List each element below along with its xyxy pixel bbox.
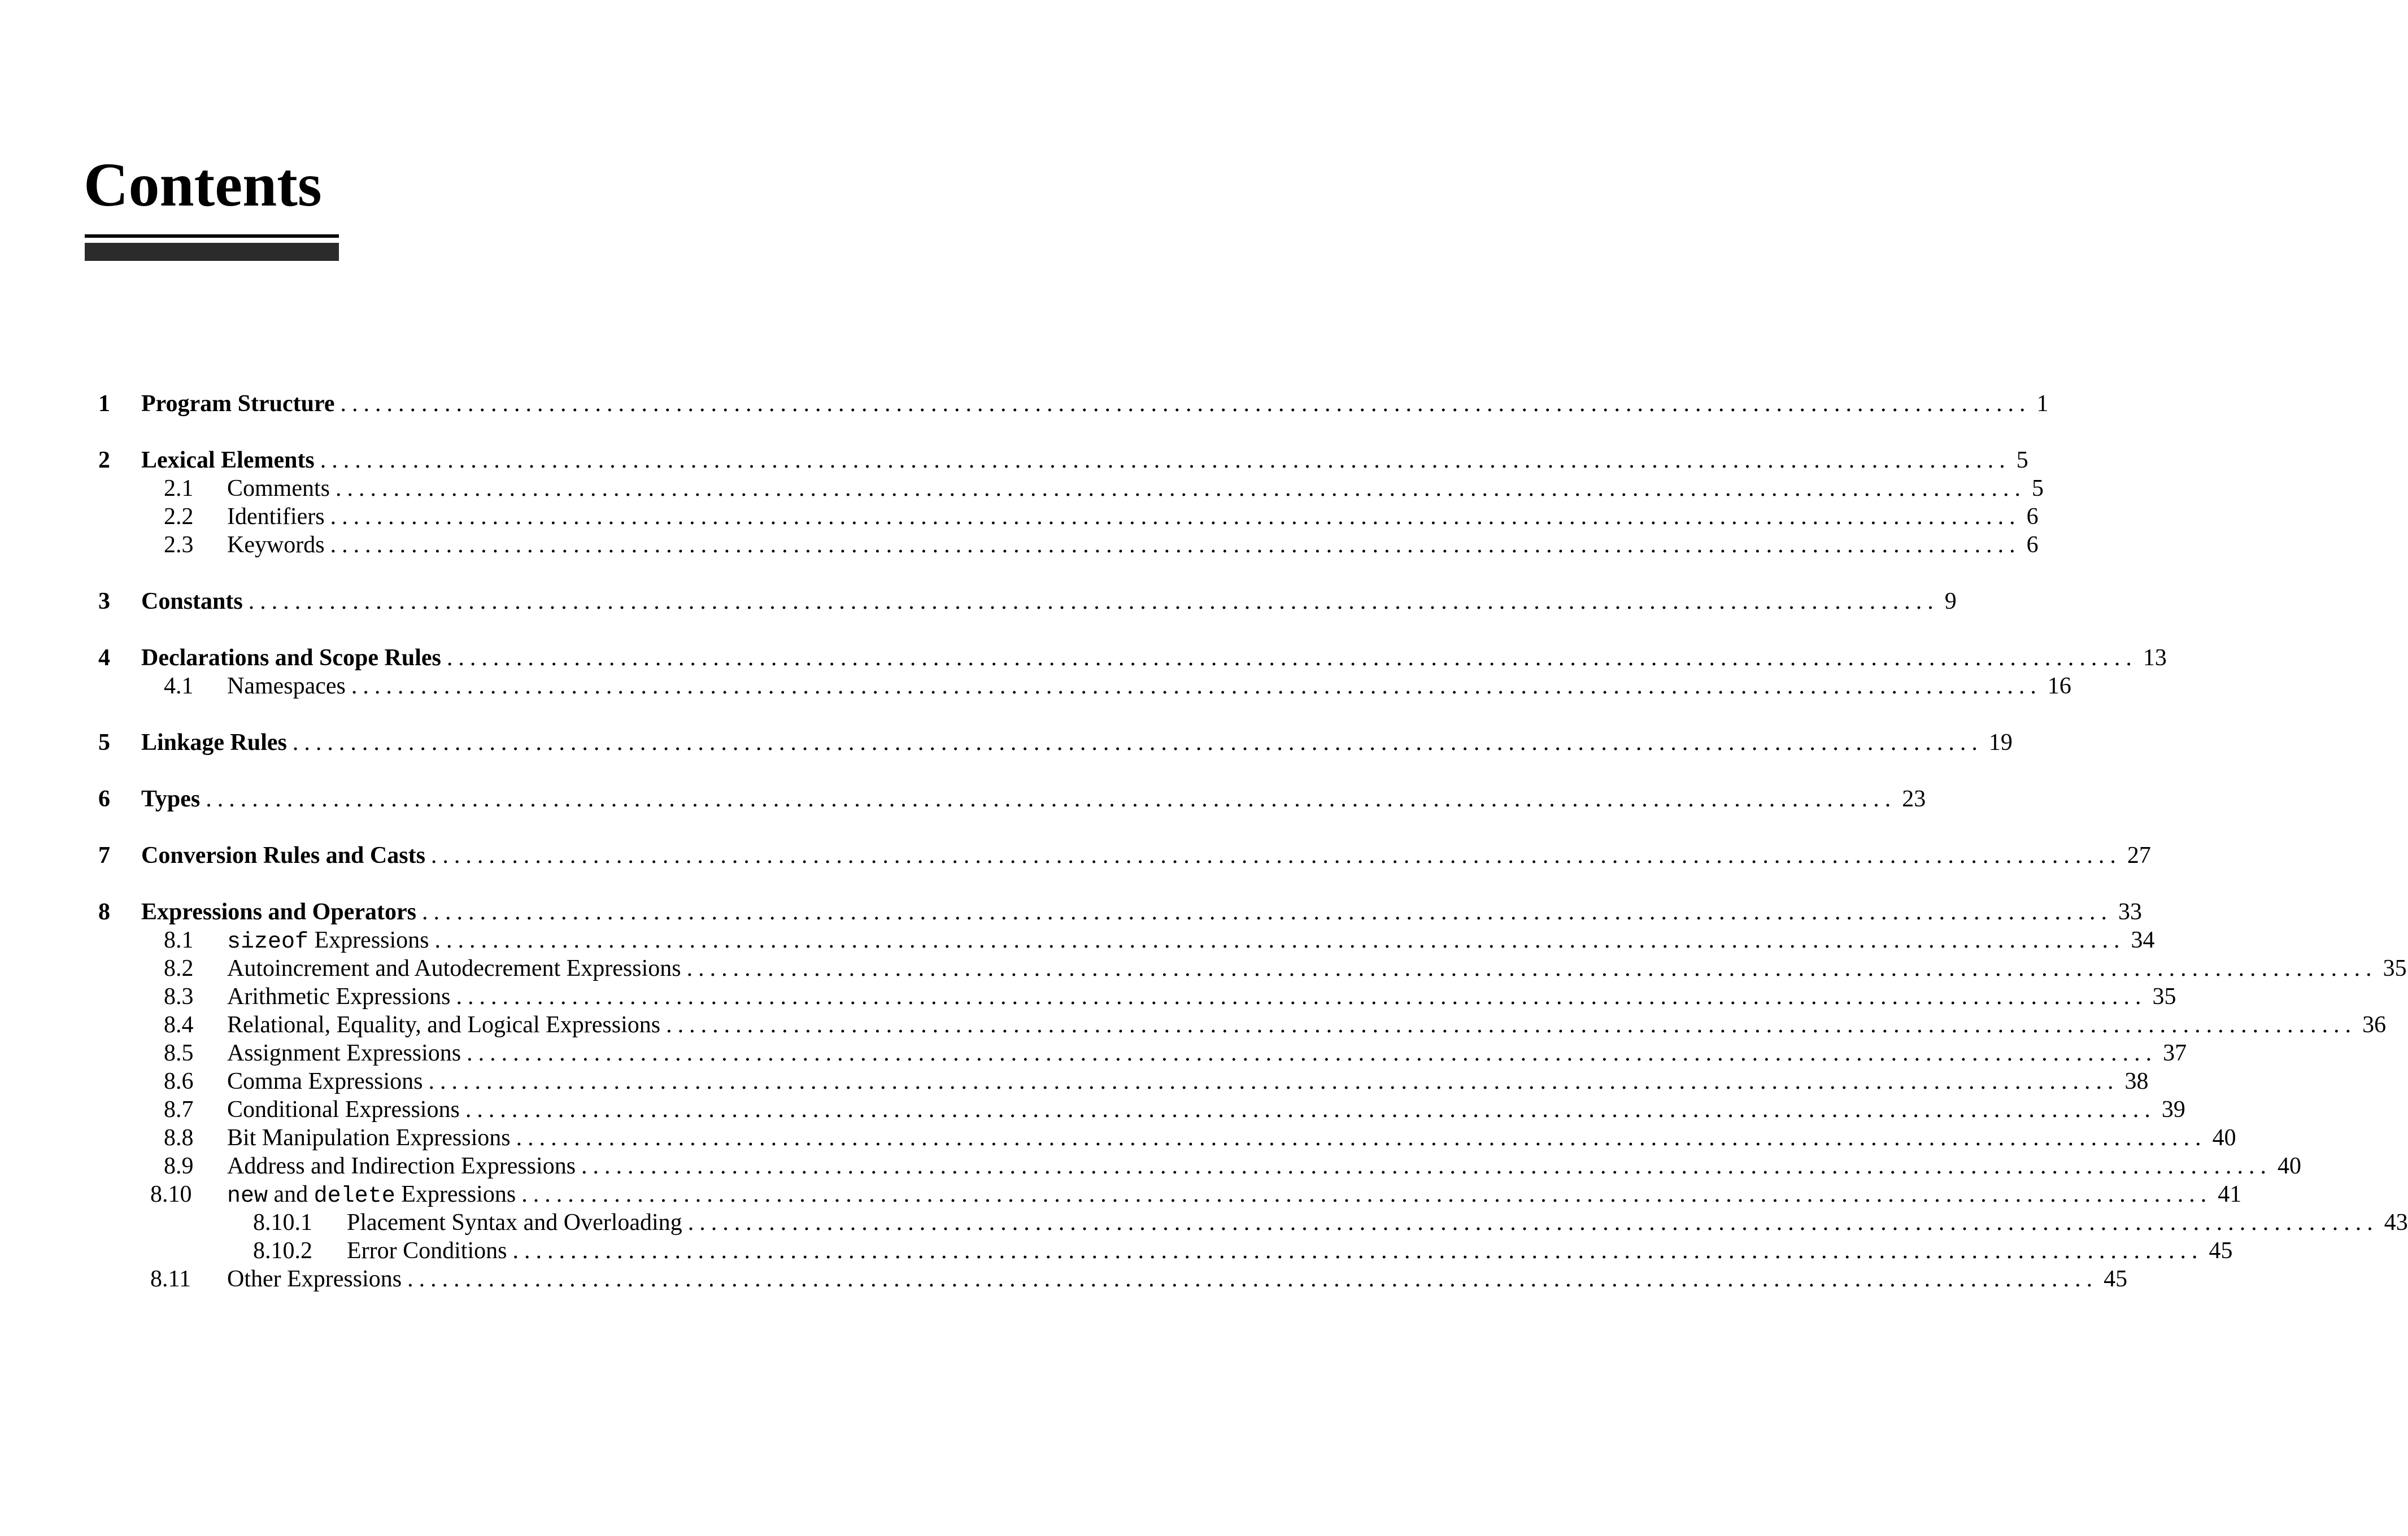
- toc-leader: ..................................................................................................................................................: [430, 843, 2122, 869]
- toc-number: 4.1: [164, 673, 194, 699]
- toc-number: 1: [98, 391, 110, 417]
- toc-label: Conversion Rules and Casts: [141, 843, 425, 869]
- toc-number: 2: [98, 447, 110, 473]
- toc-entry-2-2[interactable]: [0, 503, 2039, 531]
- toc-page-number: 27: [2127, 843, 2151, 869]
- toc-number: 2.2: [164, 504, 194, 530]
- toc-entry-8[interactable]: [0, 898, 2142, 926]
- toc-page-number: 37: [2163, 1040, 2187, 1066]
- toc-page-number: 34: [2131, 927, 2155, 953]
- toc-page-number: 5: [2016, 447, 2028, 473]
- toc-number: 8: [98, 899, 110, 925]
- code-keyword-new: new: [227, 1184, 268, 1209]
- toc-number: 8.4: [164, 1012, 194, 1038]
- toc-label: Constants: [141, 588, 243, 614]
- toc-leader: ..................................................................................................................................................: [428, 1068, 2119, 1094]
- toc-label: Other Expressions: [227, 1266, 402, 1292]
- toc-label: Placement Syntax and Overloading: [347, 1210, 682, 1236]
- toc-leader: ..................................................................................................................................................: [330, 532, 2021, 558]
- toc-entry-2[interactable]: [0, 446, 2028, 474]
- toc-leader: ..................................................................................................................................................: [336, 475, 2027, 501]
- toc-page-number: 9: [1944, 588, 1957, 614]
- toc-entry-8-2[interactable]: [0, 954, 2407, 983]
- toc-number: 8.5: [164, 1040, 194, 1066]
- toc-label: Autoincrement and Autodecrement Expressions: [227, 955, 681, 981]
- toc-leader: ..................................................................................................................................................: [340, 391, 2031, 417]
- toc-leader: ..................................................................................................................................................: [407, 1266, 2098, 1292]
- toc-leader: ..................................................................................................................................................: [465, 1097, 2156, 1123]
- table-of-contents: [0, 390, 2408, 1293]
- toc-leader: ..................................................................................................................................................: [320, 447, 2011, 473]
- toc-entry-8-1[interactable]: [0, 926, 2155, 955]
- toc-number: 4: [98, 645, 110, 671]
- toc-page-number: 40: [2278, 1153, 2302, 1179]
- toc-entry-8-7[interactable]: [0, 1096, 2185, 1124]
- toc-entry-2-3[interactable]: [0, 531, 2039, 559]
- toc-entry-4[interactable]: [0, 644, 2167, 672]
- toc-page-number: 13: [2143, 645, 2167, 671]
- toc-number: 7: [98, 843, 110, 869]
- toc-entry-8-10-2[interactable]: [0, 1237, 2233, 1265]
- toc-label: Program Structure: [141, 391, 335, 417]
- toc-label: [227, 926, 429, 957]
- toc-label-mid: and: [273, 1181, 308, 1207]
- toc-leader: ..................................................................................................................................................: [292, 730, 1983, 756]
- toc-entry-8-5[interactable]: [0, 1039, 2187, 1067]
- toc-page-number: 5: [2032, 475, 2044, 501]
- toc-entry-7[interactable]: [0, 841, 2151, 870]
- toc-entry-8-10-1[interactable]: [0, 1208, 2408, 1237]
- toc-entry-8-6[interactable]: [0, 1067, 2149, 1096]
- toc-entry-8-9[interactable]: [0, 1152, 2302, 1180]
- toc-label: Comments: [227, 475, 330, 501]
- toc-label: Linkage Rules: [141, 730, 287, 756]
- toc-leader: ..................................................................................................................................................: [456, 984, 2147, 1010]
- toc-number: 8.1: [164, 927, 194, 953]
- toc-number: 8.10: [150, 1181, 192, 1207]
- toc-number: 8.10.1: [253, 1210, 312, 1236]
- toc-number: 3: [98, 588, 110, 614]
- toc-number: 5: [98, 730, 110, 756]
- page-title: Contents: [84, 150, 322, 219]
- toc-page-number: 6: [2026, 532, 2039, 558]
- toc-leader: ..................................................................................................................................................: [421, 899, 2113, 925]
- toc-page-number: 39: [2161, 1097, 2185, 1123]
- toc-label: Namespaces: [227, 673, 346, 699]
- toc-label: Types: [141, 786, 201, 812]
- toc-leader: ..................................................................................................................................................: [446, 645, 2137, 671]
- toc-page-number: 36: [2362, 1012, 2387, 1038]
- toc-page-number: 41: [2218, 1181, 2242, 1207]
- toc-label-rest: Expressions: [401, 1181, 516, 1207]
- toc-label: Comma Expressions: [227, 1068, 423, 1094]
- toc-number: 8.3: [164, 984, 194, 1010]
- toc-number: 8.8: [164, 1125, 194, 1151]
- toc-number: 8.7: [164, 1097, 194, 1123]
- toc-leader: ..................................................................................................................................................: [516, 1125, 2207, 1151]
- toc-label: [227, 1180, 516, 1211]
- toc-label: Error Conditions: [347, 1238, 507, 1264]
- toc-leader: ..................................................................................................................................................: [248, 588, 1939, 614]
- toc-label: Arithmetic Expressions: [227, 984, 451, 1010]
- toc-entry-5[interactable]: [0, 728, 2013, 757]
- toc-page-number: 16: [2047, 673, 2071, 699]
- toc-page-number: 35: [2383, 955, 2407, 981]
- toc-label: Address and Indirection Expressions: [227, 1153, 576, 1179]
- code-keyword-delete: delete: [313, 1184, 395, 1209]
- code-keyword-sizeof: sizeof: [227, 930, 309, 955]
- toc-entry-8-3[interactable]: [0, 983, 2176, 1011]
- toc-entry-8-11[interactable]: [0, 1265, 2128, 1293]
- toc-label: Identifiers: [227, 504, 325, 530]
- toc-leader: ..................................................................................................................................................: [666, 1012, 2357, 1038]
- toc-page-number: 35: [2152, 984, 2176, 1010]
- toc-number: 6: [98, 786, 110, 812]
- toc-number: 8.6: [164, 1068, 194, 1094]
- toc-page-number: 40: [2212, 1125, 2236, 1151]
- toc-entry-2-1[interactable]: [0, 474, 2044, 503]
- toc-number: 8.9: [164, 1153, 194, 1179]
- toc-page-number: 23: [1902, 786, 1926, 812]
- toc-label: Expressions and Operators: [141, 899, 416, 925]
- toc-entry-1[interactable]: [0, 390, 2049, 418]
- title-rule-thick: [85, 243, 339, 261]
- toc-leader: ..................................................................................................................................................: [581, 1153, 2272, 1179]
- toc-number: 8.2: [164, 955, 194, 981]
- toc-entry-8-4[interactable]: [0, 1011, 2387, 1039]
- title-rule-thin: [85, 234, 339, 238]
- toc-page-number: 6: [2026, 504, 2039, 530]
- toc-label: Keywords: [227, 532, 325, 558]
- toc-leader: ..................................................................................................................................................: [330, 504, 2021, 530]
- toc-leader: ..................................................................................................................................................: [434, 927, 2126, 953]
- toc-label-rest: Expressions: [314, 927, 429, 953]
- toc-number: 8.10.2: [253, 1238, 312, 1264]
- toc-label: Assignment Expressions: [227, 1040, 461, 1066]
- toc-number: 8.11: [150, 1266, 191, 1292]
- toc-entry-8-8[interactable]: [0, 1124, 2236, 1152]
- toc-leader: ..................................................................................................................................................: [686, 955, 2377, 981]
- toc-label: Bit Manipulation Expressions: [227, 1125, 511, 1151]
- toc-number: 2.3: [164, 532, 194, 558]
- toc-leader: ..................................................................................................................................................: [206, 786, 1897, 812]
- toc-entry-8-10[interactable]: [0, 1180, 2242, 1209]
- toc-page-number: 38: [2124, 1068, 2149, 1094]
- toc-page-number: 1: [2036, 391, 2049, 417]
- toc-page-number: 45: [2209, 1238, 2233, 1264]
- toc-label: Declarations and Scope Rules: [141, 645, 441, 671]
- toc-leader: ..................................................................................................................................................: [467, 1040, 2158, 1066]
- toc-entry-3[interactable]: [0, 587, 1957, 616]
- toc-page-number: 33: [2118, 899, 2142, 925]
- toc-page-number: 43: [2384, 1210, 2408, 1236]
- toc-label: Relational, Equality, and Logical Expressions: [227, 1012, 661, 1038]
- toc-entry-6[interactable]: [0, 785, 1926, 813]
- toc-number: 2.1: [164, 475, 194, 501]
- toc-label: Conditional Expressions: [227, 1097, 460, 1123]
- toc-leader: ..................................................................................................................................................: [687, 1210, 2379, 1236]
- toc-label: Lexical Elements: [141, 447, 315, 473]
- toc-leader: ..................................................................................................................................................: [521, 1181, 2213, 1207]
- toc-entry-4-1[interactable]: [0, 672, 2071, 700]
- toc-leader: ..................................................................................................................................................: [512, 1238, 2204, 1264]
- toc-page-number: 45: [2104, 1266, 2128, 1292]
- toc-leader: ..................................................................................................................................................: [351, 673, 2042, 699]
- toc-page-number: 19: [1988, 730, 2013, 756]
